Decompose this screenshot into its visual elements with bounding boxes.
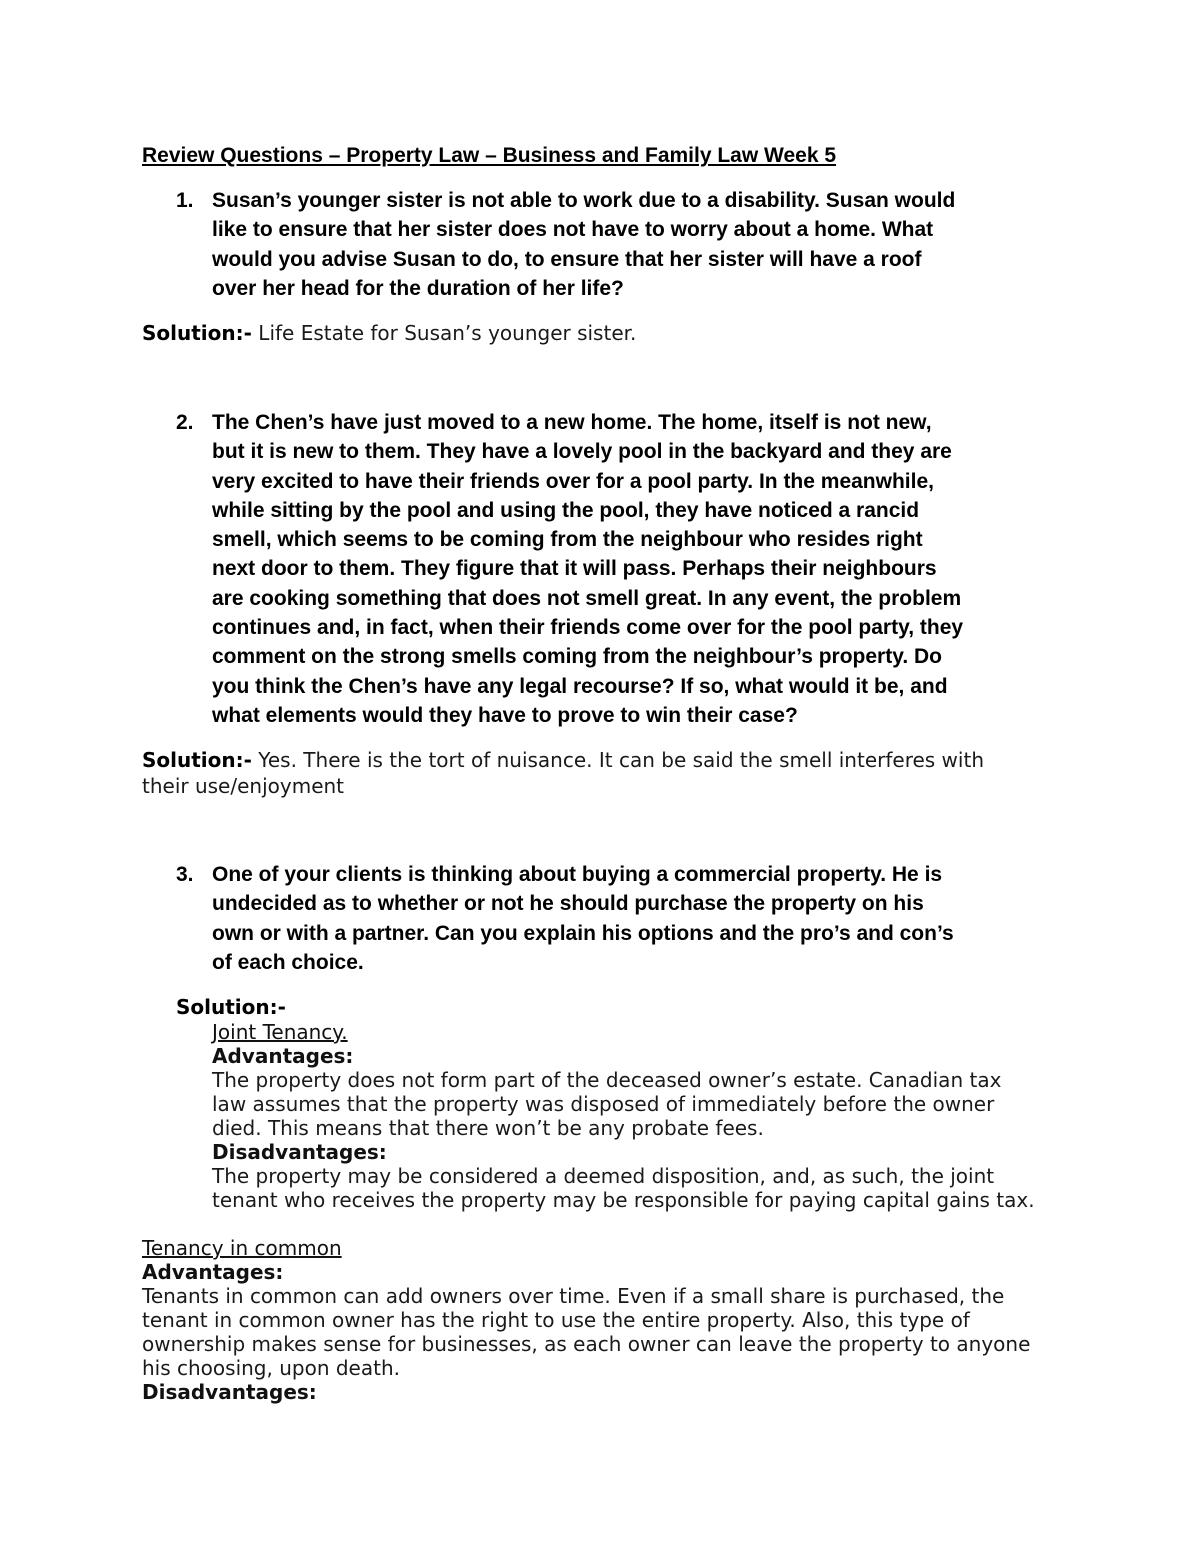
question-number: 2. <box>176 411 194 434</box>
question-3 <box>176 860 1076 977</box>
question-text: The Chen’s have just moved to a new home. The home, itself is not new, but it is new to them. They have a lovely pool in the backyard and they are very excited to have their friends over for a pool party. In the meanwhile, while sitting by the pool and using the pool, they have noticed a rancid smell, which seems to be coming from the neighbour who resides right next door to them. They figure that it will pass. Perhaps their neighbours are cooking something that does not smell great. In any event, the problem continues and, in fact, when their friends come over for the pool party, they comment on the strong smells coming from the neighbour’s property. Do you think the Chen’s have any legal recourse? If so, what would it be, and what elements would they have to prove to win their case? <box>212 411 964 727</box>
question-number: 1. <box>176 189 194 212</box>
disadvantages-label: Disadvantages: <box>142 1380 317 1404</box>
document-title: Review Questions – Property Law – Business and Family Law Week 5 <box>142 144 837 167</box>
solution-1 <box>142 320 1102 346</box>
section-heading: Joint Tenancy. <box>212 1020 348 1044</box>
solution-label: Solution:- <box>142 748 252 772</box>
solution-answer: Life Estate for Susan’s younger sister. <box>251 321 637 345</box>
advantages-label: Advantages: <box>212 1044 354 1068</box>
joint-tenancy-section <box>212 1020 1112 1212</box>
solution-label: Solution:- <box>142 321 252 345</box>
tenancy-in-common-section <box>142 1236 1122 1404</box>
advantages-label: Advantages: <box>142 1260 284 1284</box>
advantages-text: Tenants in common can add owners over time. Even if a small share is purchased, the tenant in common owner has the right to use the entire property. Also, this type of ownership makes sense for businesses, as each owner can leave the property to anyone his choosing, upon death. <box>142 1284 1031 1380</box>
solution-label: Solution:- <box>176 995 286 1019</box>
advantages-text: The property does not form part of the deceased owner’s estate. Canadian tax law assumes that the property was disposed of immediately before the owner died. This means that there won’t be any probate fees. <box>212 1068 1002 1140</box>
question-text: One of your clients is thinking about buying a commercial property. He is undecided as to whether or not he should purchase the property on his own or with a partner. Can you explain his options and the pro’s and con’s of each choice. <box>212 863 954 974</box>
question-2 <box>176 408 1076 730</box>
question-text: Susan’s younger sister is not able to work due to a disability. Susan would like to ensure that her sister does not have to worry about a home. What would you advise Susan to do, to ensure that her sister will have a roof over her head for the duration of her life? <box>212 189 956 300</box>
solution-answer: Yes. There is the tort of nuisance. It can be said the smell interferes with their use/enjoyment <box>142 748 984 798</box>
disadvantages-label: Disadvantages: <box>212 1140 387 1164</box>
disadvantages-text: The property may be considered a deemed disposition, and, as such, the joint tenant who receives the property may be responsible for paying capital gains tax. <box>212 1164 1035 1212</box>
solution-2 <box>142 747 1102 799</box>
question-number: 3. <box>176 863 194 886</box>
section-heading: Tenancy in common <box>142 1236 342 1260</box>
question-1 <box>176 186 1076 303</box>
